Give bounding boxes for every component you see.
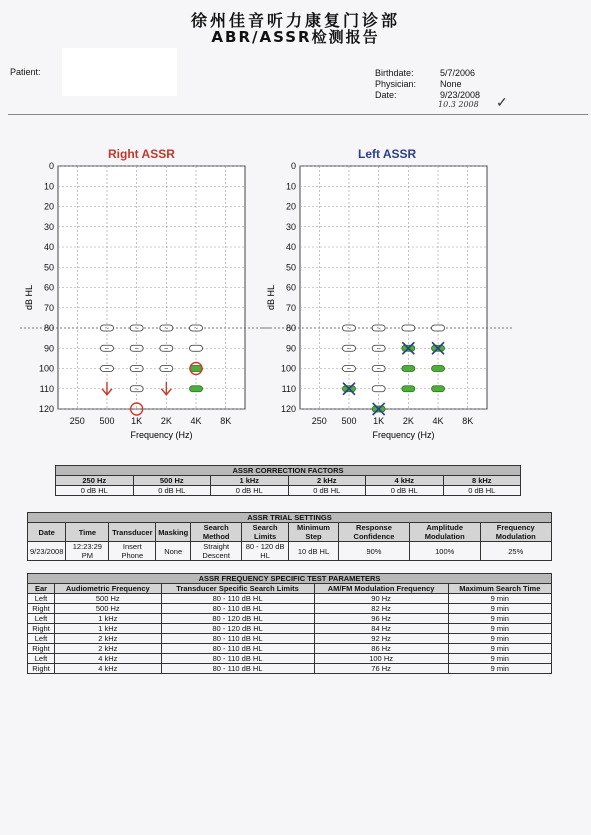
table-header-cell: Search Limits <box>242 523 289 542</box>
x-axis-label: Frequency (Hz) <box>130 430 193 440</box>
table-header-cell: Response Confidence <box>339 523 410 542</box>
table-row <box>28 664 552 674</box>
table-header-cell: 500 Hz <box>133 476 211 486</box>
no-response-marker <box>432 325 445 331</box>
x-axis-label: Frequency (Hz) <box>372 430 435 440</box>
table-header-cell: 1 kHz <box>211 476 289 486</box>
table-cell: 80 - 110 dB HL <box>161 604 314 614</box>
table-header-cell: Time <box>66 523 109 542</box>
test-parameters-table <box>27 573 552 674</box>
table-cell: 9 min <box>448 624 551 634</box>
table-cell: 9/23/2008 <box>28 542 66 561</box>
y-tick-label: 110 <box>39 383 54 394</box>
date-label: Date: <box>375 90 397 100</box>
x-tick-label: 8K <box>220 416 232 426</box>
y-tick-label: 100 <box>280 363 296 374</box>
table-header-cell: Date <box>28 523 66 542</box>
table-cell: Straight Descent <box>191 542 242 561</box>
table-cell: 500 Hz <box>55 604 162 614</box>
y-tick-label: 120 <box>38 404 54 414</box>
table-cell: 90 Hz <box>314 594 448 604</box>
table-cell: 0 dB HL <box>366 486 444 496</box>
no-response-marker <box>190 345 203 351</box>
table-cell: Insert Phone <box>109 542 156 561</box>
table-header-cell: AM/FM Modulation Frequency <box>314 584 448 594</box>
no-response-marker <box>372 386 385 392</box>
y-axis-label: dB HL <box>24 284 34 311</box>
table-header-cell: 250 Hz <box>56 476 134 486</box>
table-cell: 80 - 110 dB HL <box>161 664 314 674</box>
table-header-cell: Search Method <box>191 523 242 542</box>
table-cell: 80 - 110 dB HL <box>161 634 314 644</box>
y-tick-label: 10 <box>285 181 296 192</box>
x-tick-label: 1K <box>131 416 143 426</box>
y-tick-label: 90 <box>285 343 296 354</box>
params-title: ASSR FREQUENCY SPECIFIC TEST PARAMETERS <box>28 574 552 584</box>
table-cell: 92 Hz <box>314 634 448 644</box>
table-cell: 1 kHz <box>55 614 162 624</box>
tilde-mark: ~ <box>164 366 169 373</box>
y-tick-label: 110 <box>281 383 296 394</box>
table-cell: Left <box>28 654 55 664</box>
x-tick-label: 250 <box>311 416 327 426</box>
table-header-cell: Audiometric Frequency <box>55 584 162 594</box>
y-tick-label: 40 <box>43 242 54 252</box>
patient-label: Patient: <box>10 67 41 77</box>
y-tick-label: 40 <box>285 242 296 252</box>
table-row <box>28 634 552 644</box>
y-tick-label: 70 <box>43 302 54 313</box>
tilde-mark: ~ <box>104 366 110 373</box>
table-cell: 0 dB HL <box>133 486 211 496</box>
header-divider <box>8 114 588 115</box>
y-tick-label: 50 <box>43 262 54 273</box>
table-cell: 80 - 110 dB HL <box>161 644 314 654</box>
response-marker <box>432 366 445 372</box>
table-header-cell: 8 kHz <box>443 476 521 486</box>
response-marker <box>432 386 445 392</box>
table-cell: 100 Hz <box>314 654 448 664</box>
tilde-mark: ~ <box>346 345 352 353</box>
x-tick-label: 2K <box>160 416 172 426</box>
y-tick-label: 30 <box>43 221 54 232</box>
correction-title: ASSR CORRECTION FACTORS <box>56 466 521 476</box>
tilde-mark: ~ <box>164 325 169 333</box>
y-tick-label: 60 <box>285 282 296 293</box>
table-header-cell: 2 kHz <box>288 476 366 486</box>
response-marker <box>402 366 415 372</box>
tilde-mark: ~ <box>134 366 139 373</box>
table-header-cell: Frequency Modulation <box>480 523 552 542</box>
table-cell: 9 min <box>448 654 551 664</box>
table-header-cell: Transducer Specific Search Limits <box>161 584 314 594</box>
x-tick-label: 500 <box>99 416 115 426</box>
y-tick-label: 50 <box>285 262 296 273</box>
table-cell: 500 Hz <box>55 594 162 604</box>
table-row <box>28 654 552 664</box>
table-cell: 10 dB HL <box>288 542 338 561</box>
table-cell: 0 dB HL <box>211 486 289 496</box>
date-value: 9/23/2008 <box>440 90 481 100</box>
table-cell: 76 Hz <box>314 664 448 674</box>
y-tick-label: 90 <box>43 343 54 354</box>
tilde-mark: ~ <box>134 325 139 333</box>
y-tick-label: 80 <box>285 323 296 333</box>
table-header-cell: Transducer <box>109 523 156 542</box>
response-marker <box>402 386 415 392</box>
x-tick-label: 2K <box>402 416 414 426</box>
y-tick-label: 0 <box>290 161 296 171</box>
y-tick-label: 30 <box>285 221 296 232</box>
table-cell: 0 dB HL <box>288 486 366 496</box>
table-cell: Right <box>28 664 55 674</box>
response-marker <box>190 386 203 392</box>
no-response-marker <box>402 325 415 331</box>
left-assr-chart <box>262 160 512 450</box>
table-cell: 0 dB HL <box>443 486 521 496</box>
patient-redaction <box>62 48 177 96</box>
tilde-mark: ~ <box>134 345 139 353</box>
table-header-cell: Ear <box>28 584 55 594</box>
x-tick-label: 1K <box>373 416 385 426</box>
table-cell: 9 min <box>448 634 551 644</box>
report-title-cn: 徐州佳音听力康复门诊部 <box>190 11 400 30</box>
table-header-cell: 4 kHz <box>366 476 444 486</box>
table-cell: 86 Hz <box>314 644 448 654</box>
table-header-cell: Amplitude Modulation <box>409 523 480 542</box>
table-cell: 100% <box>409 542 480 561</box>
table-cell: 9 min <box>448 664 551 674</box>
table-cell: Right <box>28 644 55 654</box>
table-cell: 4 kHz <box>55 664 162 674</box>
table-header-cell: Maximum Search Time <box>448 584 551 594</box>
y-axis-label: dB HL <box>266 284 276 311</box>
x-tick-label: 4K <box>190 416 202 426</box>
table-cell: 25% <box>480 542 552 561</box>
right-assr-chart <box>20 160 270 450</box>
tilde-mark: ~ <box>376 345 381 353</box>
table-row <box>28 604 552 614</box>
table-cell: 2 kHz <box>55 634 162 644</box>
table-cell: 9 min <box>448 644 551 654</box>
x-tick-label: 4K <box>432 416 444 426</box>
table-cell: 80 - 120 dB HL <box>161 624 314 634</box>
y-tick-label: 10 <box>43 181 54 192</box>
y-tick-label: 0 <box>48 161 54 171</box>
correction-factors-table <box>55 465 521 496</box>
table-row <box>28 614 552 624</box>
y-tick-label: 20 <box>43 201 54 212</box>
tilde-mark: ~ <box>376 325 381 333</box>
table-cell: 84 Hz <box>314 624 448 634</box>
handwritten-note: 10.3 2008 <box>438 100 479 109</box>
report-title-en: ABR/ASSR检测报告 <box>211 28 380 46</box>
table-cell: Left <box>28 614 55 624</box>
right-chart-title: Right ASSR <box>108 147 175 161</box>
response-marker <box>190 366 203 372</box>
tilde-mark: ~ <box>346 366 352 373</box>
y-tick-label: 60 <box>43 282 54 293</box>
table-cell: 4 kHz <box>55 654 162 664</box>
table-row <box>28 594 552 604</box>
physician-label: Physician: <box>375 79 417 89</box>
table-cell: 82 Hz <box>314 604 448 614</box>
table-cell: 80 - 120 dB HL <box>161 614 314 624</box>
table-cell: 9 min <box>448 604 551 614</box>
table-header-cell: Minimum Step <box>288 523 338 542</box>
birthdate-value: 5/7/2006 <box>440 68 476 78</box>
x-tick-label: 8K <box>462 416 474 426</box>
physician-value: None <box>440 79 462 89</box>
table-cell: Left <box>28 594 55 604</box>
trial-settings-table <box>27 512 552 561</box>
table-cell: Right <box>28 624 55 634</box>
tilde-mark: ~ <box>193 325 199 333</box>
left-chart-title: Left ASSR <box>358 147 417 161</box>
y-tick-label: 70 <box>285 302 296 313</box>
table-cell: 0 dB HL <box>56 486 134 496</box>
table-row <box>28 644 552 654</box>
table-cell: 90% <box>339 542 410 561</box>
trial-title: ASSR TRIAL SETTINGS <box>28 513 552 523</box>
table-cell: 9 min <box>448 614 551 624</box>
tilde-mark: ~ <box>104 345 110 353</box>
x-tick-label: 500 <box>341 416 357 426</box>
tilde-mark: ~ <box>104 325 110 333</box>
tilde-mark: ~ <box>376 366 381 373</box>
check-mark-icon: ✓ <box>496 94 508 110</box>
tilde-mark: ~ <box>134 386 139 394</box>
table-cell: None <box>156 542 191 561</box>
y-tick-label: 80 <box>43 323 54 333</box>
birthdate-label: Birthdate: <box>375 68 414 78</box>
table-cell: 9 min <box>448 594 551 604</box>
table-cell: 2 kHz <box>55 644 162 654</box>
y-tick-label: 120 <box>280 404 296 414</box>
table-cell: Right <box>28 604 55 614</box>
tilde-mark: ~ <box>346 325 352 333</box>
x-tick-label: 250 <box>69 416 85 426</box>
table-cell: 80 - 110 dB HL <box>161 654 314 664</box>
table-cell: 12:23:29 PM <box>66 542 109 561</box>
y-tick-label: 20 <box>285 201 296 212</box>
table-header-cell: Masking <box>156 523 191 542</box>
table-cell: 80 - 120 dB HL <box>242 542 289 561</box>
table-cell: 80 - 110 dB HL <box>161 594 314 604</box>
table-row <box>28 624 552 634</box>
tilde-mark: ~ <box>164 345 169 353</box>
table-cell: 96 Hz <box>314 614 448 624</box>
table-cell: 1 kHz <box>55 624 162 634</box>
table-cell: Left <box>28 634 55 644</box>
y-tick-label: 100 <box>38 363 54 374</box>
